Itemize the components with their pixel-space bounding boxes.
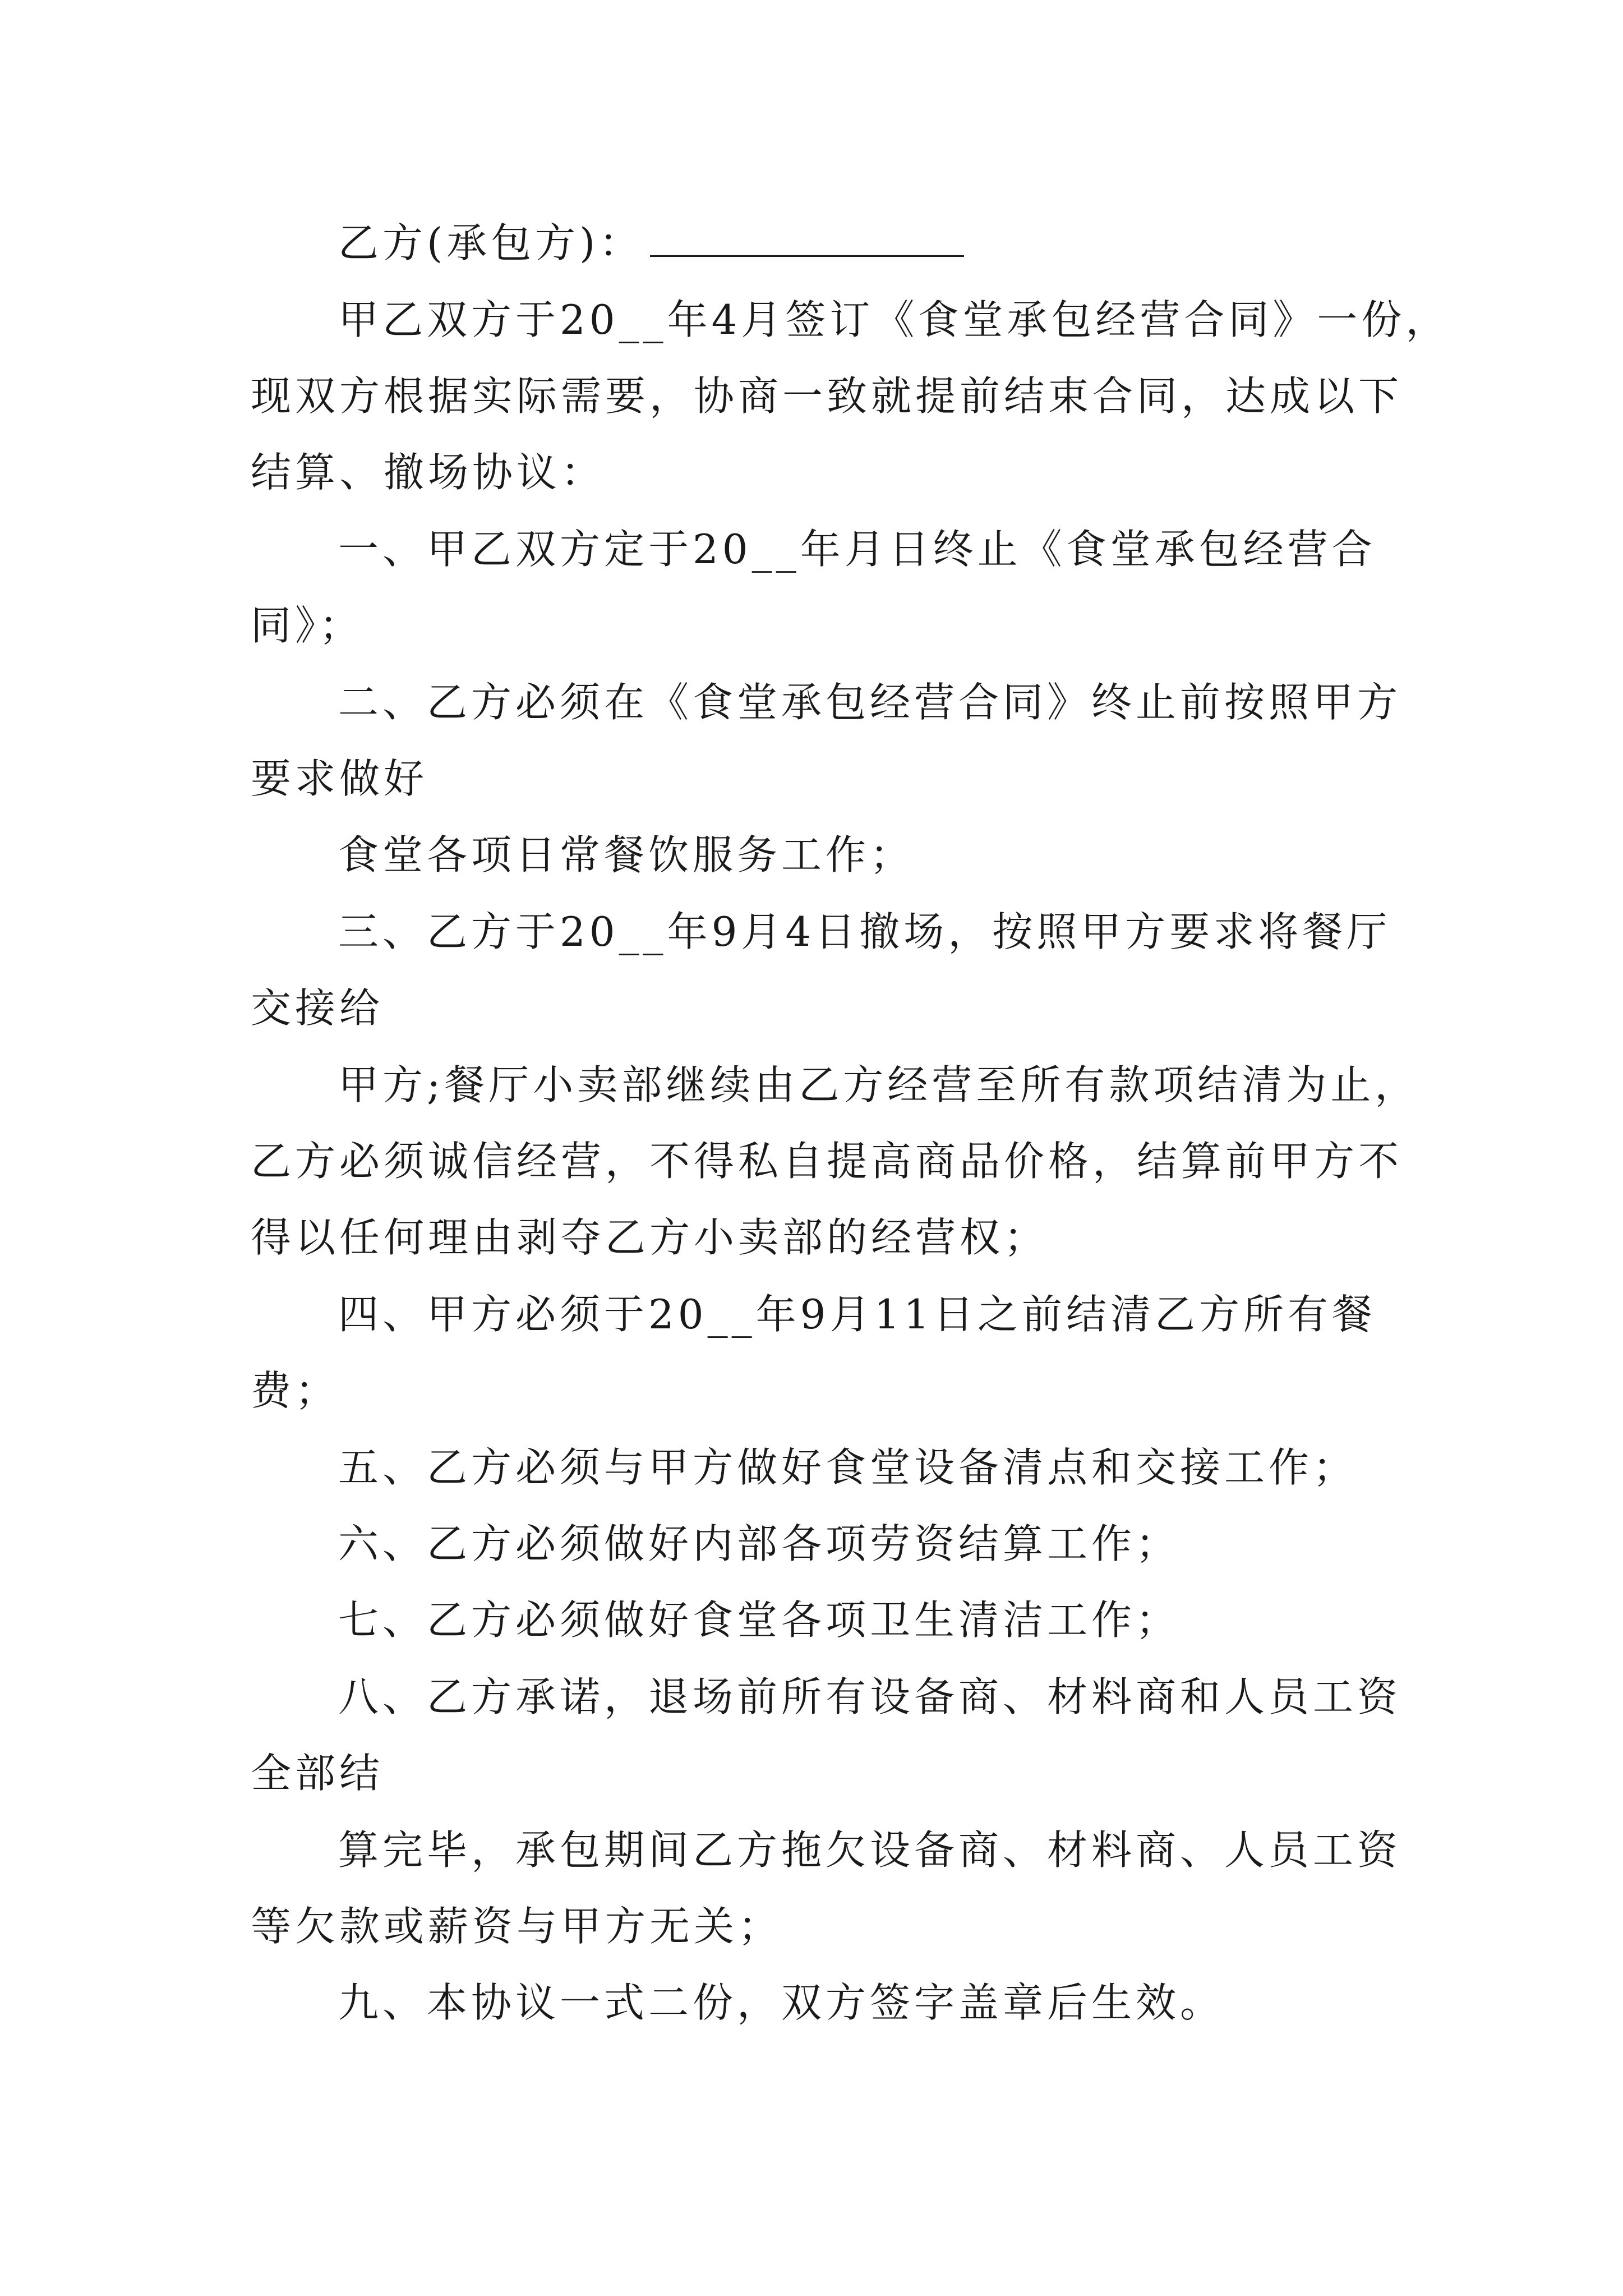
text-line: 要求做好 [251, 755, 428, 802]
text-line: 等欠款或薪资与甲方无关； [251, 1903, 783, 1950]
text-line: 乙方必须诚信经营，不得私自提高商品价格，结算前甲方不 [251, 1138, 1403, 1185]
text-line: 九、本协议一式二份，双方签字盖章后生效。 [338, 1979, 1225, 2026]
text-line: 八、乙方承诺，退场前所有设备商、材料商和人员工资 [338, 1673, 1402, 1720]
text-line: 算完毕，承包期间乙方拖欠设备商、材料商、人员工资 [338, 1826, 1402, 1874]
text-line: 一、甲乙双方定于20__年月日终止《食堂承包经营合 [338, 526, 1376, 573]
text-line: 交接给 [251, 984, 384, 1032]
text-line: 四、甲方必须于20__年9月11日之前结清乙方所有餐 [338, 1291, 1377, 1338]
text-line: 全部结 [251, 1750, 384, 1797]
text-line: 现双方根据实际需要，协商一致就提前结束合同，达成以下 [251, 372, 1403, 420]
text-line: 得以任何理由剥夺乙方小卖部的经营权； [251, 1214, 1049, 1261]
text-line: 结算、撤场协议： [251, 449, 606, 496]
text-line: 甲方;餐厅小卖部继续由乙方经营至所有款项结清为止， [338, 1061, 1419, 1108]
party-b-blank [650, 220, 964, 257]
text-line: 三、乙方于20__年9月4日撤场，按照甲方要求将餐厅 [338, 908, 1391, 955]
text-line: 食堂各项日常餐饮服务工作； [338, 831, 915, 878]
text-line: 甲乙双方于20__年4月签订《食堂承包经营合同》一份， [338, 296, 1450, 343]
party-b-label: 乙方(承包方)： [338, 219, 644, 266]
text-line: 费； [251, 1367, 340, 1414]
text-line: 二、乙方必须在《食堂承包经营合同》终止前按照甲方 [338, 679, 1402, 726]
party-b-line [338, 215, 964, 271]
text-line: 六、乙方必须做好内部各项劳资结算工作； [338, 1520, 1181, 1567]
text-line: 五、乙方必须与甲方做好食堂设备清点和交接工作； [338, 1444, 1358, 1491]
text-line: 同》； [251, 602, 364, 649]
text-line: 七、乙方必须做好食堂各项卫生清洁工作； [338, 1596, 1181, 1644]
